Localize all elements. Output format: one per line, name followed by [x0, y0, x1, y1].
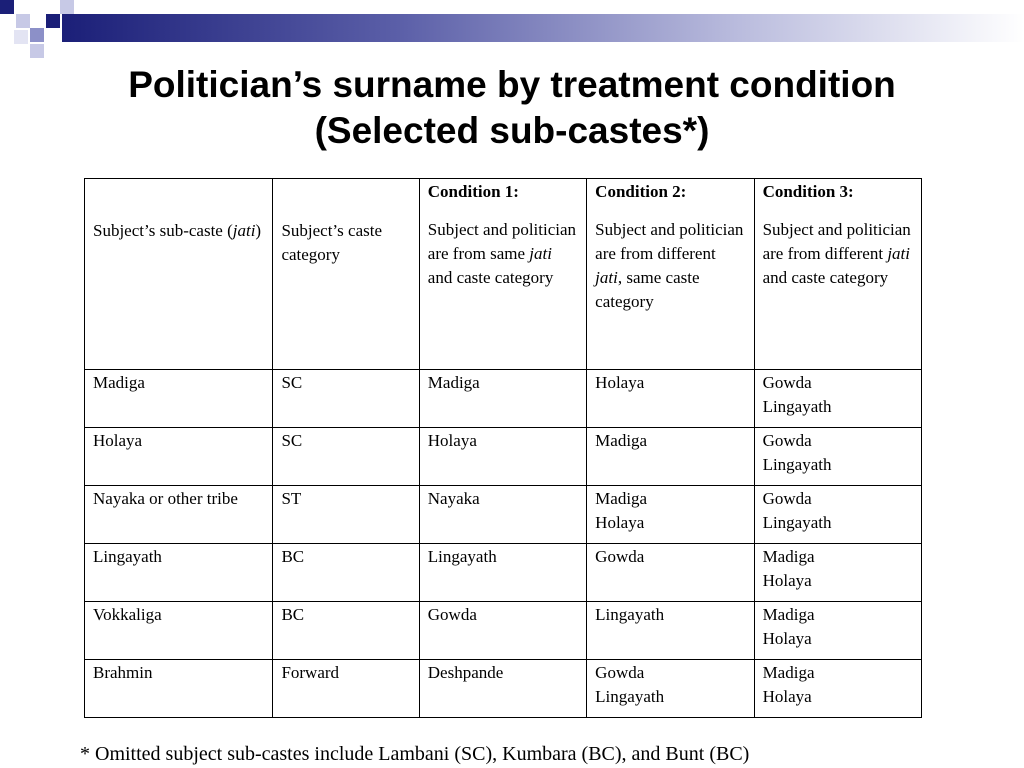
table-row	[85, 370, 922, 428]
header-subcaste: Subject’s sub-caste (jati)	[85, 179, 273, 370]
header-condition-2	[587, 179, 754, 370]
decor-square	[46, 14, 60, 28]
cell-condition-2: Madiga Holaya	[587, 486, 754, 544]
treatment-table	[84, 178, 922, 718]
cell-subcaste: Holaya	[85, 428, 273, 486]
decor-square	[0, 0, 14, 14]
cell-condition-1: Holaya	[419, 428, 586, 486]
cell-condition-2: Gowda	[587, 544, 754, 602]
header-caste-category: Subject’s caste category	[273, 179, 419, 370]
cell-condition-2: Madiga	[587, 428, 754, 486]
cell-condition-3: Gowda Lingayath	[754, 370, 921, 428]
cell-category: BC	[273, 602, 419, 660]
condition-1-title: Condition 1:	[427, 182, 519, 201]
cell-condition-3: Madiga Holaya	[754, 660, 921, 718]
cell-condition-1: Nayaka	[419, 486, 586, 544]
cell-category: SC	[273, 428, 419, 486]
cell-condition-1: Lingayath	[419, 544, 586, 602]
cell-subcaste: Madiga	[85, 370, 273, 428]
table-row	[85, 428, 922, 486]
cell-condition-3: Gowda Lingayath	[754, 428, 921, 486]
table-row	[85, 660, 922, 718]
cell-condition-3: Madiga Holaya	[754, 602, 921, 660]
cell-condition-2: Lingayath	[587, 602, 754, 660]
cell-condition-1: Deshpande	[419, 660, 586, 718]
cell-condition-2: Gowda Lingayath	[587, 660, 754, 718]
table-row	[85, 486, 922, 544]
title-line-2: (Selected sub-castes*)	[314, 110, 710, 151]
slide-title	[60, 62, 964, 154]
table-row	[85, 544, 922, 602]
decor-square	[16, 14, 30, 28]
cell-condition-3: Gowda Lingayath	[754, 486, 921, 544]
header-gradient-band	[62, 14, 1024, 42]
cell-category: SC	[273, 370, 419, 428]
header-condition-1	[419, 179, 586, 370]
decor-square	[30, 44, 44, 58]
cell-condition-1: Gowda	[419, 602, 586, 660]
header-condition-3	[754, 179, 921, 370]
condition-3-desc: Subject and politician are from different jati and caste category	[762, 220, 911, 287]
table-row	[85, 602, 922, 660]
condition-1-desc: Subject and politician are from same jati and caste category	[427, 220, 577, 287]
cell-category: ST	[273, 486, 419, 544]
decor-square	[14, 30, 28, 44]
cell-category: Forward	[273, 660, 419, 718]
cell-subcaste: Nayaka or other tribe	[85, 486, 273, 544]
condition-2-desc: Subject and politician are from different jati, same caste category	[595, 220, 744, 311]
cell-category: BC	[273, 544, 419, 602]
cell-condition-3: Madiga Holaya	[754, 544, 921, 602]
condition-2-title: Condition 2:	[595, 182, 687, 201]
condition-3-title: Condition 3:	[762, 182, 854, 201]
table-header-row	[85, 179, 922, 370]
cell-condition-2: Holaya	[587, 370, 754, 428]
decor-square	[60, 0, 74, 14]
cell-subcaste: Lingayath	[85, 544, 273, 602]
cell-condition-1: Madiga	[419, 370, 586, 428]
cell-subcaste: Brahmin	[85, 660, 273, 718]
footnote: * Omitted subject sub-castes include Lambani (SC), Kumbara (BC), and Bunt (BC)	[80, 743, 750, 765]
cell-subcaste: Vokkaliga	[85, 602, 273, 660]
decor-square	[30, 28, 44, 42]
title-line-1: Politician’s surname by treatment condition	[128, 64, 896, 105]
